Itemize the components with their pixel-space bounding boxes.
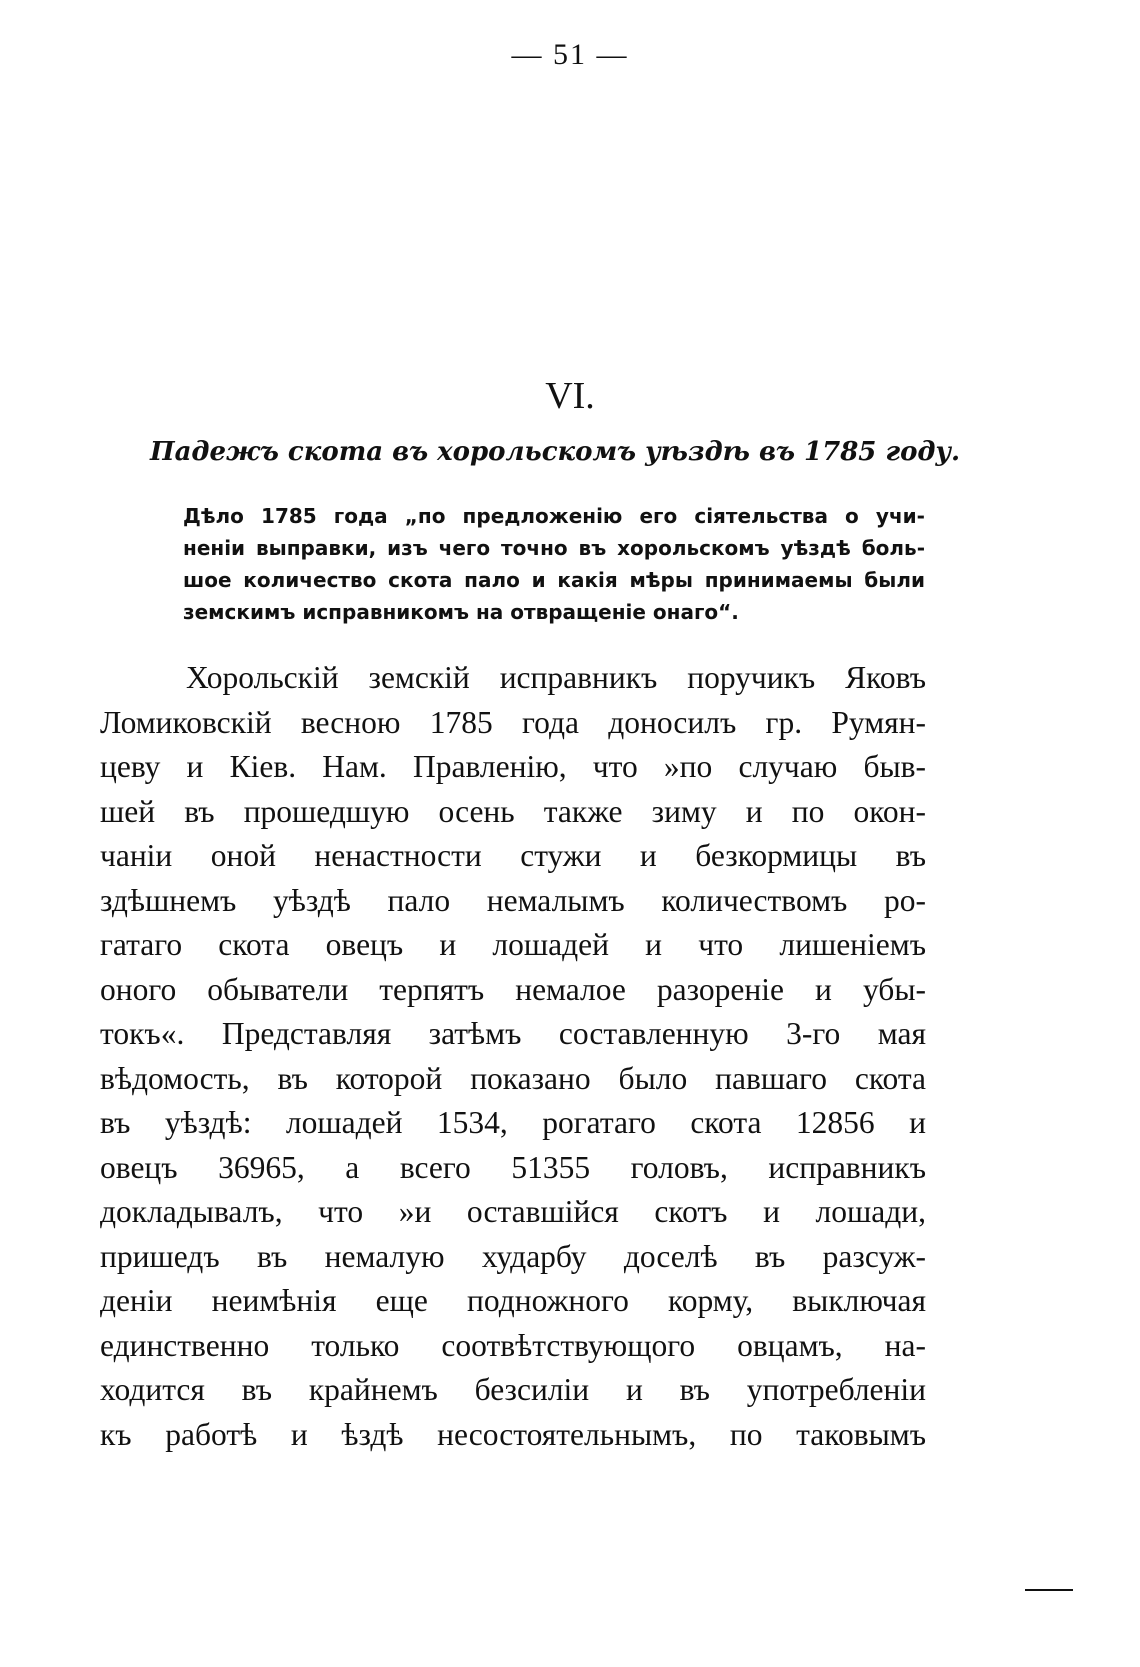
body-line: вѣдомость, въ которой показано было павшаго скота	[100, 1060, 926, 1096]
body-text	[100, 656, 926, 1457]
summary-line: шое количество скота пало и какія мѣры принимаемы были	[183, 568, 925, 592]
chapter-title: Падежъ скота въ хорольскомъ уѣздѣ въ 1785 году.	[150, 437, 961, 467]
body-line: въ уѣздѣ: лошадей 1534, рогатаго скота 12856 и	[100, 1105, 926, 1140]
body-line: цеву и Кіев. Нам. Правленію, что »по случаю быв-	[100, 749, 926, 784]
margin-dash	[1025, 1589, 1073, 1591]
chapter-number: VI.	[545, 375, 595, 417]
body-line: токъ«. Представляя затѣмъ составленную 3-го мая	[100, 1016, 926, 1051]
body-line: деніи неимѣнія еще подножного корму, выключая	[100, 1283, 926, 1318]
case-summary	[183, 500, 925, 628]
summary-line: земскимъ исправникомъ на отвращеніе онаго“.	[183, 600, 739, 624]
page-number: — 51 —	[511, 38, 629, 71]
body-line: пришедъ въ немалую хударбу доселѣ въ разсуж-	[100, 1238, 926, 1274]
body-line: докладывалъ, что »и оставшійся скотъ и лошади,	[100, 1194, 926, 1229]
summary-line: Дѣло 1785 года „по предложенію его сіятельства о учи-	[183, 504, 925, 528]
body-line: къ работѣ и ѣздѣ несостоятельнымъ, по таковымъ	[100, 1416, 926, 1452]
summary-line: неніи выправки, изъ чего точно въ хорольскомъ уѣздѣ боль-	[183, 536, 925, 560]
body-line: единственно только соотвѣтствующого овцамъ, на-	[100, 1327, 926, 1363]
body-line: гатаго скота овецъ и лошадей и что лишеніемъ	[100, 927, 926, 962]
body-line: Хорольскій земскій исправникъ поручикъ Яковъ	[186, 660, 926, 695]
body-line: ходится въ крайнемъ безсиліи и въ употребленіи	[100, 1372, 926, 1407]
body-line: здѣшнемъ уѣздѣ пало немалымъ количествомъ ро-	[100, 882, 926, 918]
body-line: оного обыватели терпятъ немалое разореніе и убы-	[100, 971, 926, 1007]
body-line: овецъ 36965, а всего 51355 головъ, исправникъ	[100, 1149, 926, 1185]
body-line: Ломиковскій весною 1785 года доносилъ гр. Румян-	[100, 704, 926, 740]
body-line: шей въ прошедшую осень также зиму и по окон-	[100, 793, 926, 829]
body-line: чаніи оной ненастности стужи и безкормицы въ	[100, 838, 926, 873]
